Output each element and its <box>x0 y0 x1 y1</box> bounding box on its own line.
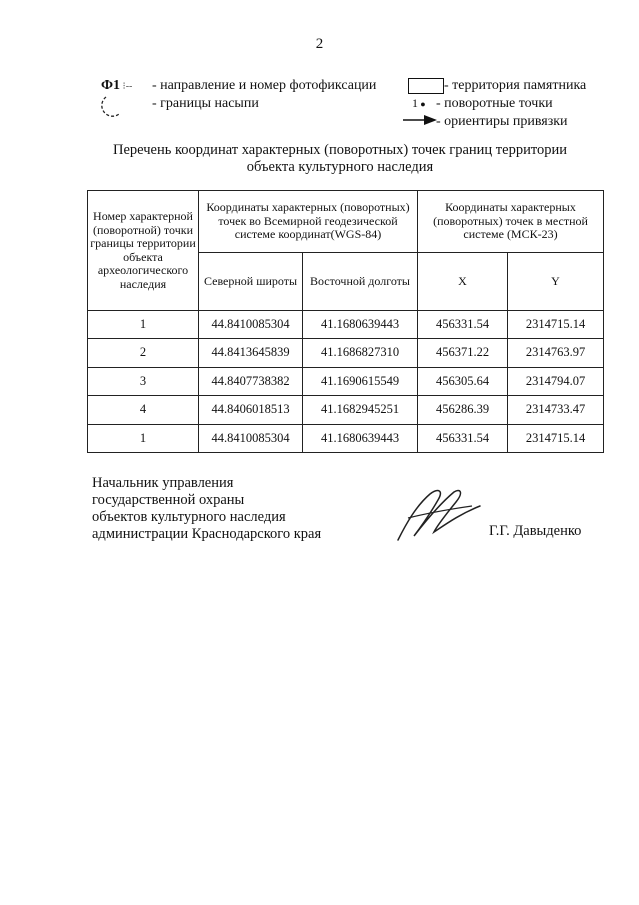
photo-label: Ф1 <box>101 78 121 93</box>
x-value: 456305.64 <box>418 367 508 395</box>
table-row <box>88 339 604 367</box>
reference-legend-text: - ориентиры привязки <box>436 114 568 129</box>
table-row <box>88 424 604 452</box>
signatory-line-2: государственной охраны <box>92 492 245 508</box>
header-point-number: Номер характерной (поворотной) точки границы территории объекта археологического наследия <box>88 191 199 311</box>
photo-arrow-icon: ⁝-- <box>120 81 133 92</box>
x-value: 456371.22 <box>418 339 508 367</box>
territory-legend-text: - территория памятника <box>444 78 587 93</box>
signatory-line-1: Начальник управления <box>92 475 234 491</box>
document-title <box>80 142 600 176</box>
x-value: 456286.39 <box>418 396 508 424</box>
latitude-value: 44.8406018513 <box>199 396 303 424</box>
title-line-1: Перечень координат характерных (поворотных) точек границ территории <box>112 142 568 158</box>
latitude-value: 44.8407738382 <box>199 367 303 395</box>
signatory-line-4: администрации Краснодарского края <box>92 526 322 542</box>
table-row <box>88 396 604 424</box>
y-value: 2314715.14 <box>508 424 604 452</box>
coordinates-table <box>87 190 604 453</box>
table-row <box>88 367 604 395</box>
table-row <box>88 311 604 339</box>
y-value: 2314794.07 <box>508 367 604 395</box>
header-msk23: Координаты характерных (поворотных) точек в местной системе (МСК-23) <box>418 191 604 253</box>
y-value: 2314733.47 <box>508 396 604 424</box>
longitude-value: 41.1686827310 <box>303 339 418 367</box>
turn-point-icon: 1 ● <box>412 96 426 110</box>
point-number: 2 <box>88 339 199 367</box>
latitude-value: 44.8413645839 <box>199 339 303 367</box>
territory-box-icon <box>408 78 444 94</box>
point-number: 1 <box>88 424 199 452</box>
mound-boundary-icon <box>101 94 125 118</box>
latitude-value: 44.8410085304 <box>199 424 303 452</box>
title-line-2: объекта культурного наследия <box>246 159 434 175</box>
signatory-name: Г.Г. Давыденко <box>489 523 582 539</box>
header-wgs84: Координаты характерных (поворотных) точек во Всемирной геодезической системе координат(WGS-84) <box>199 191 418 253</box>
longitude-value: 41.1680639443 <box>303 424 418 452</box>
latitude-value: 44.8410085304 <box>199 311 303 339</box>
photo-legend-text: - направление и номер фотофиксации <box>152 78 377 93</box>
header-x: X <box>418 253 508 311</box>
mound-legend-text: - границы насыпи <box>152 96 259 111</box>
signatory-position <box>92 475 321 543</box>
header-longitude: Восточной долготы <box>303 253 418 311</box>
page-number: 2 <box>315 36 324 52</box>
photo-legend-symbol <box>101 77 132 95</box>
signatory-line-3: объектов культурного наследия <box>92 509 286 525</box>
longitude-value: 41.1680639443 <box>303 311 418 339</box>
header-latitude: Северной широты <box>199 253 303 311</box>
handwritten-signature <box>394 484 484 546</box>
longitude-value: 41.1682945251 <box>303 396 418 424</box>
point-number: 4 <box>88 396 199 424</box>
x-value: 456331.54 <box>418 424 508 452</box>
longitude-value: 41.1690615549 <box>303 367 418 395</box>
header-y: Y <box>508 253 604 311</box>
x-value: 456331.54 <box>418 311 508 339</box>
turn-point-label: 1 <box>412 96 418 110</box>
y-value: 2314763.97 <box>508 339 604 367</box>
point-number: 1 <box>88 311 199 339</box>
point-number: 3 <box>88 367 199 395</box>
y-value: 2314715.14 <box>508 311 604 339</box>
turn-points-legend-text: - поворотные точки <box>436 96 553 111</box>
reference-arrow-icon <box>402 113 438 127</box>
